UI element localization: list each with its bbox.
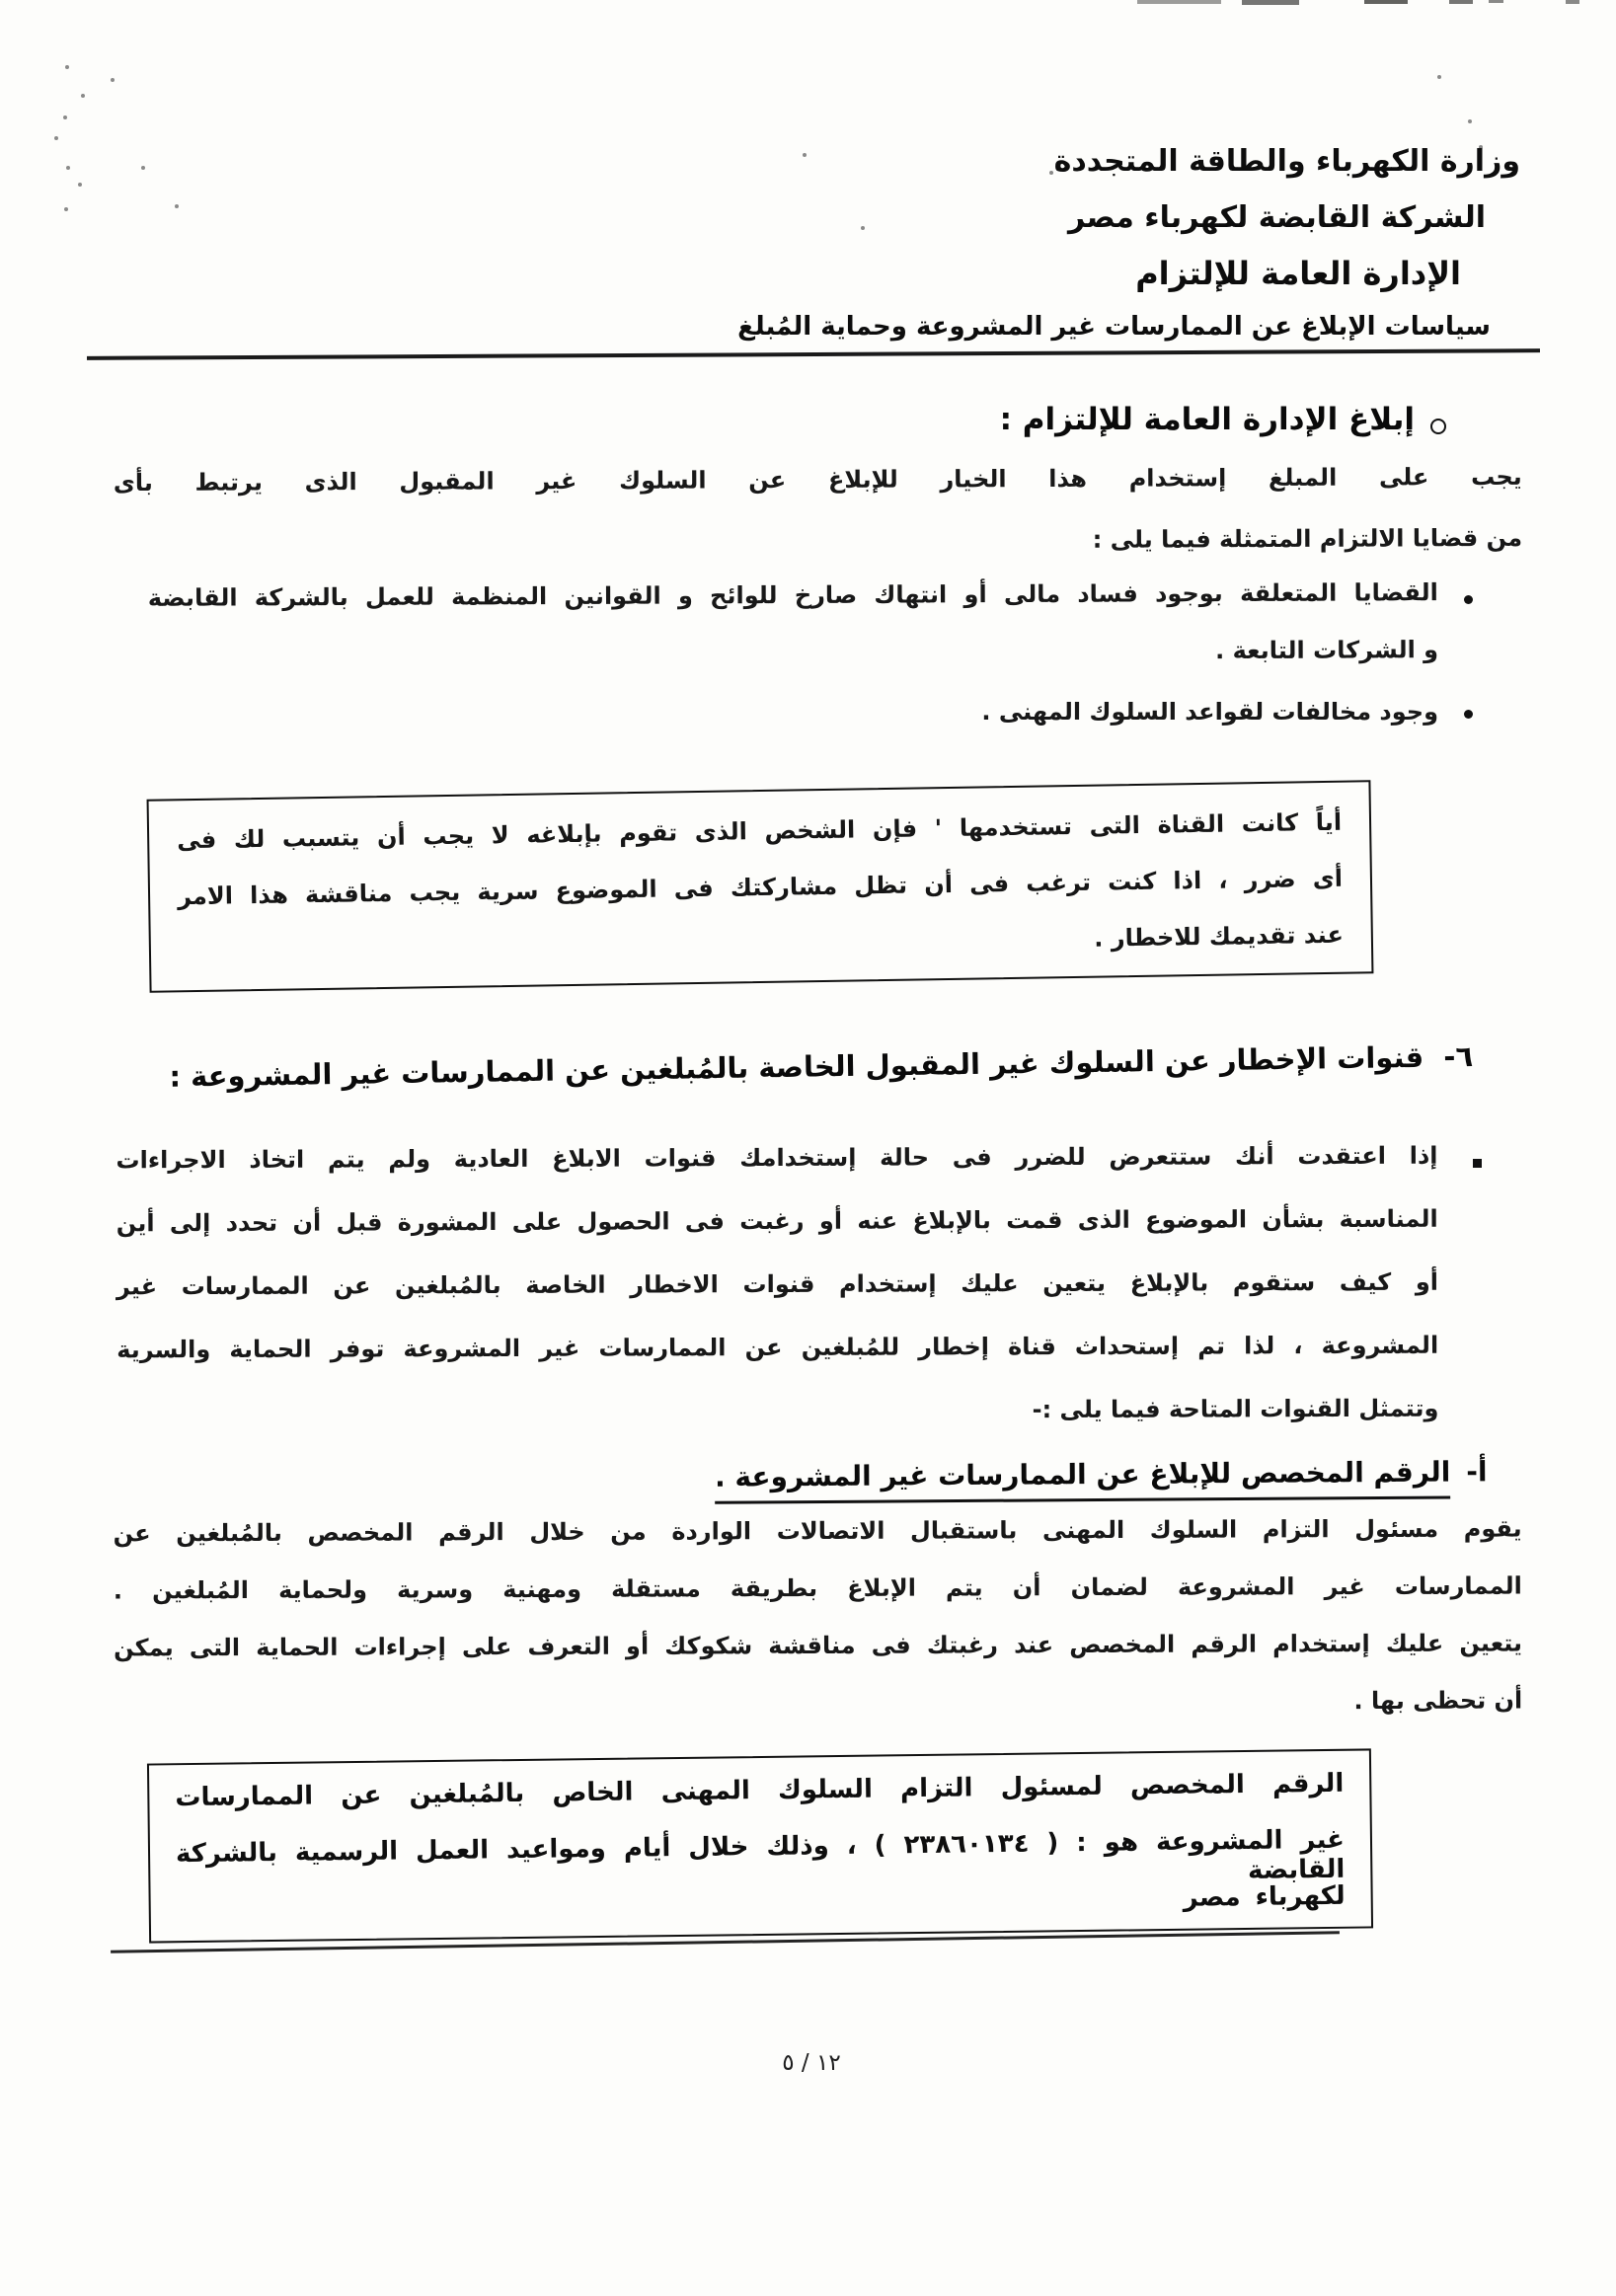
scan-speckle <box>175 204 179 208</box>
scan-edge-mark <box>1566 0 1579 4</box>
paragraph-line: يقوم مسئول التزام السلوك المهنى باستقبال الاتصالات الواردة من خلال الرقم المخصص بالمُبلغين عن <box>113 1514 1522 1548</box>
bullet-dot-icon <box>1464 595 1473 604</box>
subsection-a-paragraph <box>114 1515 1523 1749</box>
scan-speckle <box>78 183 82 187</box>
scan-speckle <box>861 226 865 230</box>
header-department: الإدارة العامة للإلتزام <box>1135 255 1461 292</box>
scan-speckle <box>803 153 807 157</box>
compliance-bullet-2 <box>148 698 1438 755</box>
compliance-bullet-1 <box>148 578 1438 699</box>
notice-box-line: أياً كانت القناة التى تستخدمها ' فإن الشخص الذى تقوم بإبلاغه لا يجب أن يتسبب لك فى <box>176 807 1343 855</box>
notice-box-line: عند تقديمك للاخطار . <box>1094 920 1345 953</box>
paragraph-line: وتتمثل القنوات المتاحة فيما يلى :- <box>1032 1394 1439 1424</box>
scan-speckle <box>1049 171 1053 175</box>
subsection-a-marker: أ- <box>1466 1455 1489 1489</box>
scan-speckle <box>65 65 69 69</box>
paragraph-line: أو كيف ستقوم بالإبلاغ يتعين عليك إستخدام قنوات الاخطار الخاصة بالمُبلغين عن الممارسات غير <box>115 1267 1438 1301</box>
scan-edge-mark <box>1137 0 1221 4</box>
scan-edge-mark <box>1242 0 1299 5</box>
confidentiality-notice-box <box>147 780 1374 992</box>
paragraph-line: المشروعة ، لذا تم إستحداث قناة إخطار للمُبلغين عن الممارسات غير المشروعة توفر الحماية والسرية <box>116 1331 1439 1364</box>
square-bullet-icon <box>1473 1159 1482 1168</box>
notice-box-line: أى ضرر ، اذا كنت ترغب فى أن تظل مشاركتك فى الموضوع سرية يجب مناقشة هذا الامر <box>177 864 1344 911</box>
scan-speckle <box>141 166 145 170</box>
compliance-section-heading: إبلاغ الإدارة العامة للإلتزام : <box>999 402 1415 437</box>
paragraph-line: من قضايا الالتزام المتمثلة فيما يلى : <box>1092 523 1523 554</box>
scan-speckle <box>54 136 58 140</box>
hotline-box-line: لكهرباء مصر <box>1183 1880 1346 1913</box>
bullet-dot-icon <box>1464 710 1473 719</box>
hotline-number-box <box>147 1748 1373 1943</box>
scan-speckle <box>81 94 85 98</box>
scan-speckle <box>1468 119 1472 123</box>
section6-heading <box>169 1039 1473 1094</box>
compliance-intro-paragraph <box>114 463 1523 591</box>
section6-paragraph <box>115 1142 1438 1463</box>
paragraph-line: و الشركات التابعة . <box>1215 636 1439 665</box>
subsection-a-title: الرقم المخصص للإبلاغ عن الممارسات غير المشروعة . <box>715 1456 1451 1504</box>
paragraph-line: القضايا المتعلقة بوجود فساد مالى أو انتهاك صارخ للوائح و القوانين المنظمة للعمل بالشركة القابضة <box>147 578 1438 612</box>
subsection-a-heading <box>715 1455 1488 1492</box>
paragraph-line: يتعين عليك إستخدام الرقم المخصص عند رغبتك فى مناقشة شكوكك أو التعرف على إجراءات الحماية التى يمكن <box>114 1629 1523 1662</box>
scan-edge-mark <box>1489 0 1503 3</box>
hotline-box-line: غير المشروعة هو : ( ٢٣٨٦٠١٣٤ ) ، وذلك خلال أيام ومواعيد العمل الرسمية بالشركة القابضة <box>175 1824 1346 1885</box>
scan-speckle <box>63 115 67 119</box>
header-ministry: وزارة الكهرباء والطاقة المتجددة <box>1053 144 1520 179</box>
header-policy-title: سياسات الإبلاغ عن الممارسات غير المشروعة وحماية المُبلغ <box>737 312 1491 342</box>
scan-edge-mark <box>1364 0 1408 4</box>
scan-speckle <box>66 166 70 170</box>
page-number: ١٢ / ٥ <box>782 2050 841 2076</box>
paragraph-line: وجود مخالفات لقواعد السلوك المهنى . <box>981 698 1438 726</box>
paragraph-line: أن تحظى بها . <box>1353 1686 1523 1716</box>
hotline-box-line: الرقم المخصص لمسئول التزام السلوك المهنى الخاص بالمُبلغين عن الممارسات <box>175 1768 1345 1813</box>
paragraph-line: المناسبة بشأن الموضوع الذى قمت بالإبلاغ عنه أو رغبت فى الحصول على المشورة قبل أن تحدد إلى أين <box>115 1204 1438 1238</box>
section6-number: ٦- <box>1443 1039 1474 1074</box>
paragraph-line: إذا اعتقدت أنك ستتعرض للضرر فى حالة إستخدامك قنوات الابلاغ العادية ولم يتم اتخاذ الاجراءات <box>115 1141 1438 1175</box>
header-company: الشركة القابضة لكهرباء مصر <box>1068 200 1486 235</box>
scan-speckle <box>1437 75 1441 79</box>
section6-heading-text: قنوات الإخطار عن السلوك غير المقبول الخاصة بالمُبلغين عن الممارسات غير المشروعة : <box>169 1039 1424 1094</box>
circle-bullet-icon <box>1430 419 1446 434</box>
scan-edge-mark <box>1449 0 1473 4</box>
paragraph-line: يجب على المبلغ إستخدام هذا الخيار للإبلاغ عن السلوك غير المقبول الذى يرتبط بأى <box>113 462 1522 497</box>
scan-speckle <box>111 78 115 82</box>
header-divider <box>87 348 1540 359</box>
paragraph-line: الممارسات غير المشروعة لضمان أن يتم الإبلاغ بطريقة مستقلة ومهنية وسرية ولحماية المُبلغين . <box>113 1571 1522 1605</box>
scan-speckle <box>64 207 68 211</box>
